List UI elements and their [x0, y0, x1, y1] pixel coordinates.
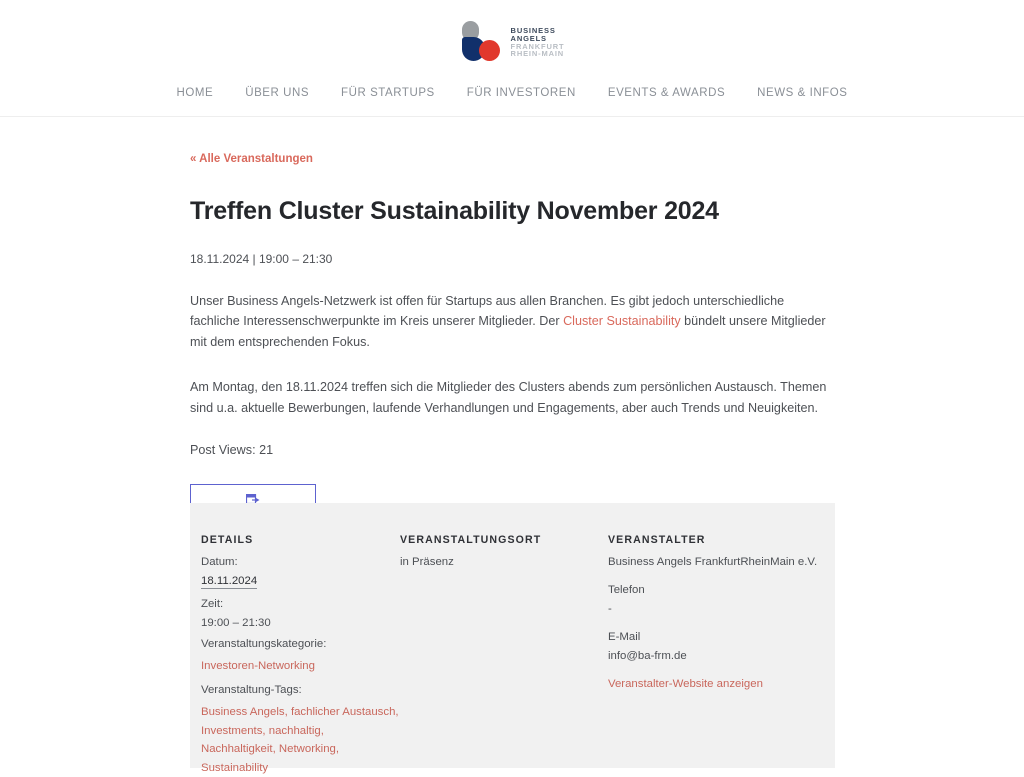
organizer-email-value[interactable]: info@ba-frm.de	[608, 650, 687, 662]
details-column	[190, 534, 400, 777]
tags-label: Veranstaltung-Tags:	[201, 684, 302, 697]
nav-item-events-awards[interactable]: EVENTS & AWARDS	[607, 87, 726, 99]
tag-item[interactable]: Business Angels	[201, 706, 285, 719]
nav-item-ueber-uns[interactable]: ÜBER UNS	[245, 87, 310, 99]
site-header	[0, 0, 1024, 117]
tag-item[interactable]: Sustainability	[201, 761, 269, 774]
description-paragraph-1	[190, 291, 836, 352]
date-value: 18.11.2024	[201, 575, 258, 587]
logo-line-frankfurt: FRANKFURT	[510, 41, 565, 51]
organizer-email-label: E-Mail	[608, 631, 641, 643]
venue-heading: VERANSTALTUNGSORT	[400, 534, 542, 546]
time-value: 19:00 – 21:30	[201, 617, 271, 629]
logo-red-circle-shape	[479, 40, 500, 61]
tag-item[interactable]: Networking	[278, 743, 336, 756]
logo-line-angels: ANGELS	[510, 33, 547, 43]
nav-item-home[interactable]: HOME	[176, 87, 214, 99]
site-logo[interactable]	[460, 20, 565, 64]
details-heading: DETAILS	[201, 534, 254, 546]
paragraph-1-text-part-2: bündelt unsere Mitglieder mit dem entsprechenden Fokus.	[190, 314, 826, 349]
logo-mark-icon	[460, 20, 504, 64]
time-label: Zeit:	[201, 598, 224, 610]
nav-item-fuer-startups[interactable]: FÜR STARTUPS	[341, 87, 435, 99]
tags-list: Business Angels, fachlicher Austausch, Investments, nachhaltig, Nachhaltigkeit, Networking, Sustainability	[201, 706, 399, 774]
page-title: Treffen Cluster Sustainability November 2024	[190, 197, 719, 225]
category-label: Veranstaltungskategorie:	[201, 638, 327, 650]
main-navigation	[0, 70, 1024, 116]
tag-item[interactable]: Investments	[201, 724, 263, 737]
nav-item-fuer-investoren[interactable]: FÜR INVESTOREN	[466, 87, 576, 99]
logo-wordmark	[511, 26, 565, 59]
organizer-name: Business Angels FrankfurtRheinMain e.V.	[608, 556, 818, 568]
venue-column	[400, 534, 608, 777]
venue-value: in Präsenz	[400, 556, 454, 568]
event-datetime: 18.11.2024 | 19:00 – 21:30	[190, 252, 333, 266]
paragraph-1-text-part-1: Unser Business Angels-Netzwerk ist offen für Startups aus allen Branchen. Es gibt jedoch unterschiedliche fachliche Interessenschwerpunkte im Kreis unserer Mitglieder. Der	[190, 294, 785, 329]
description-paragraph-2: Am Montag, den 18.11.2024 treffen sich die Mitglieder des Clusters abends zum persönlichen Austausch. Themen sind u.a. aktuelle Bewerbungen, laufende Verhandlungen und Engagements, aber auch Trends und Neuigkeiten.	[190, 380, 827, 415]
date-label: Datum:	[201, 556, 238, 568]
organizer-heading: VERANSTALTER	[608, 534, 706, 546]
organizer-column	[608, 534, 818, 777]
cluster-sustainability-link[interactable]: Cluster Sustainability	[563, 314, 681, 329]
post-views-counter: Post Views: 21	[190, 442, 274, 457]
category-link-investoren-networking[interactable]: Investoren-Networking	[201, 660, 315, 672]
main-content	[0, 153, 1024, 543]
logo-line-rhein-main: RHEIN-MAIN	[510, 49, 565, 59]
organizer-website-link[interactable]: Veranstalter-Website anzeigen	[608, 678, 763, 690]
logo-line-business: BUSINESS	[510, 25, 556, 35]
tag-item[interactable]: fachlicher Austausch	[290, 706, 396, 719]
event-details-panel	[190, 503, 835, 774]
logo-area	[0, 14, 1024, 70]
content-inner	[190, 153, 836, 543]
tag-item[interactable]: Nachhaltigkeit	[201, 743, 273, 756]
nav-item-news-infos[interactable]: NEWS & INFOS	[757, 87, 848, 99]
organizer-phone-label: Telefon	[608, 584, 645, 596]
tag-item[interactable]: nachhaltig	[268, 724, 321, 737]
organizer-phone-value: -	[608, 603, 612, 615]
breadcrumb-all-events-link[interactable]: « Alle Veranstaltungen	[190, 153, 313, 165]
details-columns	[190, 534, 835, 777]
date-value-wrap	[201, 568, 400, 589]
